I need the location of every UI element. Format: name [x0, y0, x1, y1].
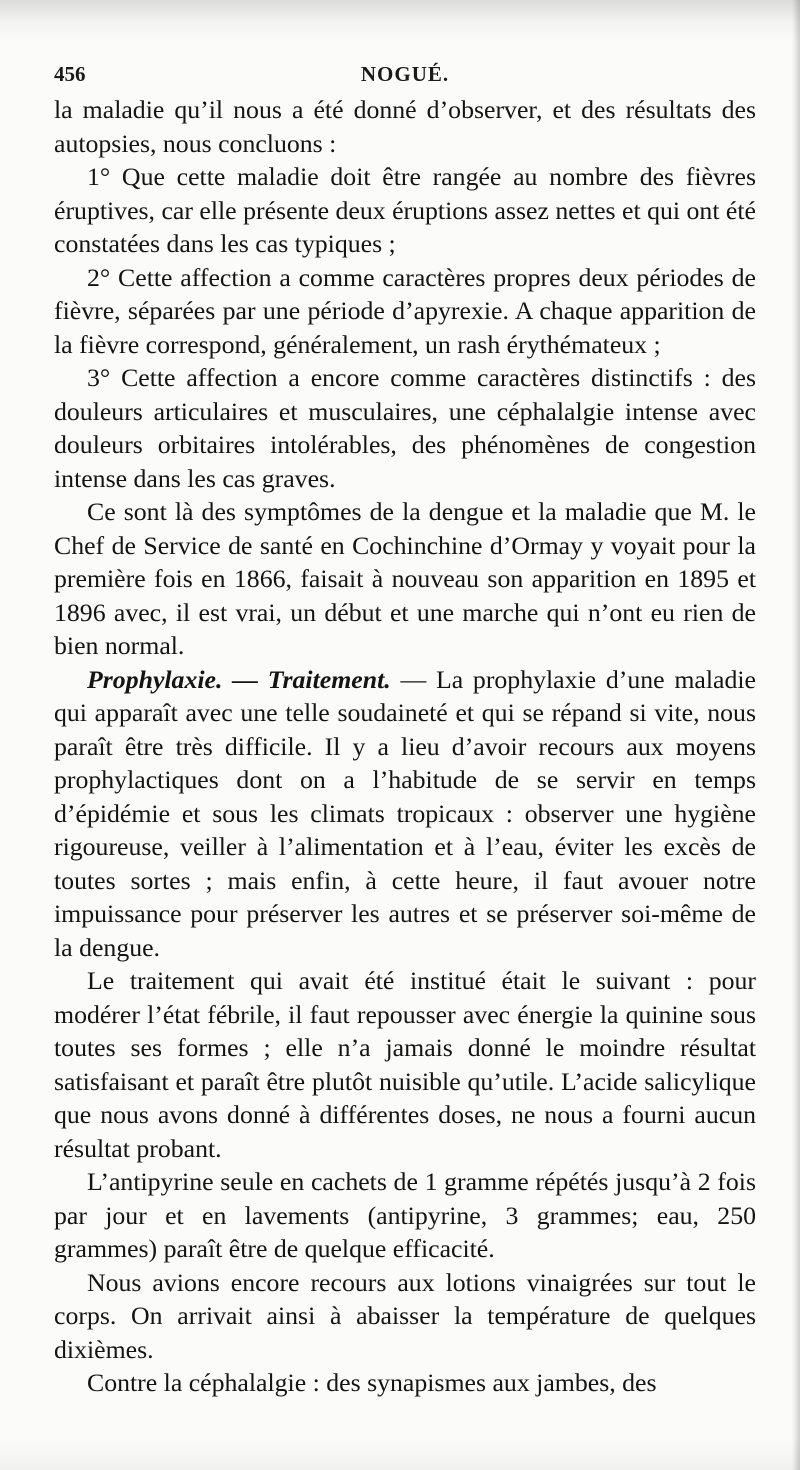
paragraph-cephalalgia: Contre la céphalalgie : des synapismes aux jambes, des [87, 1368, 657, 1397]
paragraph-point-1: 1° Que cette maladie doit être rangée au nombre des fièvres éruptives, car elle présente deux éruptions assez nettes et qui ont été constatées dans les cas typiques ; [54, 162, 756, 258]
running-head [54, 62, 756, 88]
body-text [54, 93, 756, 1400]
paragraph-lotions: Nous avions encore recours aux lotions vinaigrées sur tout le corps. On arrivait ainsi à abaisser la température de quelques dixièmes. [54, 1267, 756, 1364]
section-run-in-heading: Prophylaxie. — Traitement. [87, 664, 391, 694]
paragraph-dengue-symptoms: Ce sont là des symptômes de la dengue et la maladie que M. le Chef de Service de santé en Cochinchine d’Ormay y voyait pour la première fois en 1866, faisait à nouveau son apparition en 1895 et 1896 avec, il est vrai, un début et une marche qui n’ont eu rien de bien normal. [54, 497, 756, 660]
paragraph-treatment: Le traitement qui avait été institué était le suivant : pour modérer l’état fébrile, il faut repousser avec énergie la quinine sous toutes ses formes ; elle n’a jamais donné le moindre résultat satisfaisant et paraît être plutôt nuisible qu’utile. L’acide salicylique que nous avons donné à différentes doses, ne nous a fourni aucun résultat probant. [54, 966, 756, 1163]
paragraph-prophylaxis [54, 663, 756, 965]
page-number: 456 [54, 62, 86, 86]
paragraph-antipyrine: L’antipyrine seule en cachets de 1 gramme répétés jusqu’à 2 fois par jour et en lavements (antipyrine, 3 grammes; eau, 250 grammes) paraît être de quelque efficacité. [54, 1167, 756, 1263]
paragraph-point-3: 3° Cette affection a encore comme caractères distinctifs : des douleurs articulaires et musculaires, une céphalalgie intense avec douleurs orbitaires intolérables, des phénomènes de congestion intense dans les cas graves. [54, 363, 756, 493]
paragraph-point-2: 2° Cette affection a comme caractères propres deux périodes de fièvre, séparées par une période d’apyrexie. A chaque apparition de la fièvre correspond, généralement, un rash érythémateux ; [54, 262, 756, 359]
paragraph-conclusion-intro: la maladie qu’il nous a été donné d’observer, et des résultats des autopsies, nous concluons : [54, 95, 756, 158]
paragraph-prophylaxis-text: — La prophylaxie d’une maladie qui apparaît avec une telle soudaineté et qui se répand si vite, nous paraît être très difficile. Il y a lieu d’avoir recours aux moyens prophylactiques dont on a l’habitude de se servir en temps d’épidémie et sous les climats tropicaux : observer une hygiène rigoureuse, veiller à l’alimentation et à l’eau, éviter les excès de toutes sortes ; mais enfin, à cette heure, il faut avouer notre impuissance pour préserver les autres et se préserver soi-même de la dengue. [54, 664, 756, 962]
running-title: NOGUÉ. [360, 62, 450, 86]
